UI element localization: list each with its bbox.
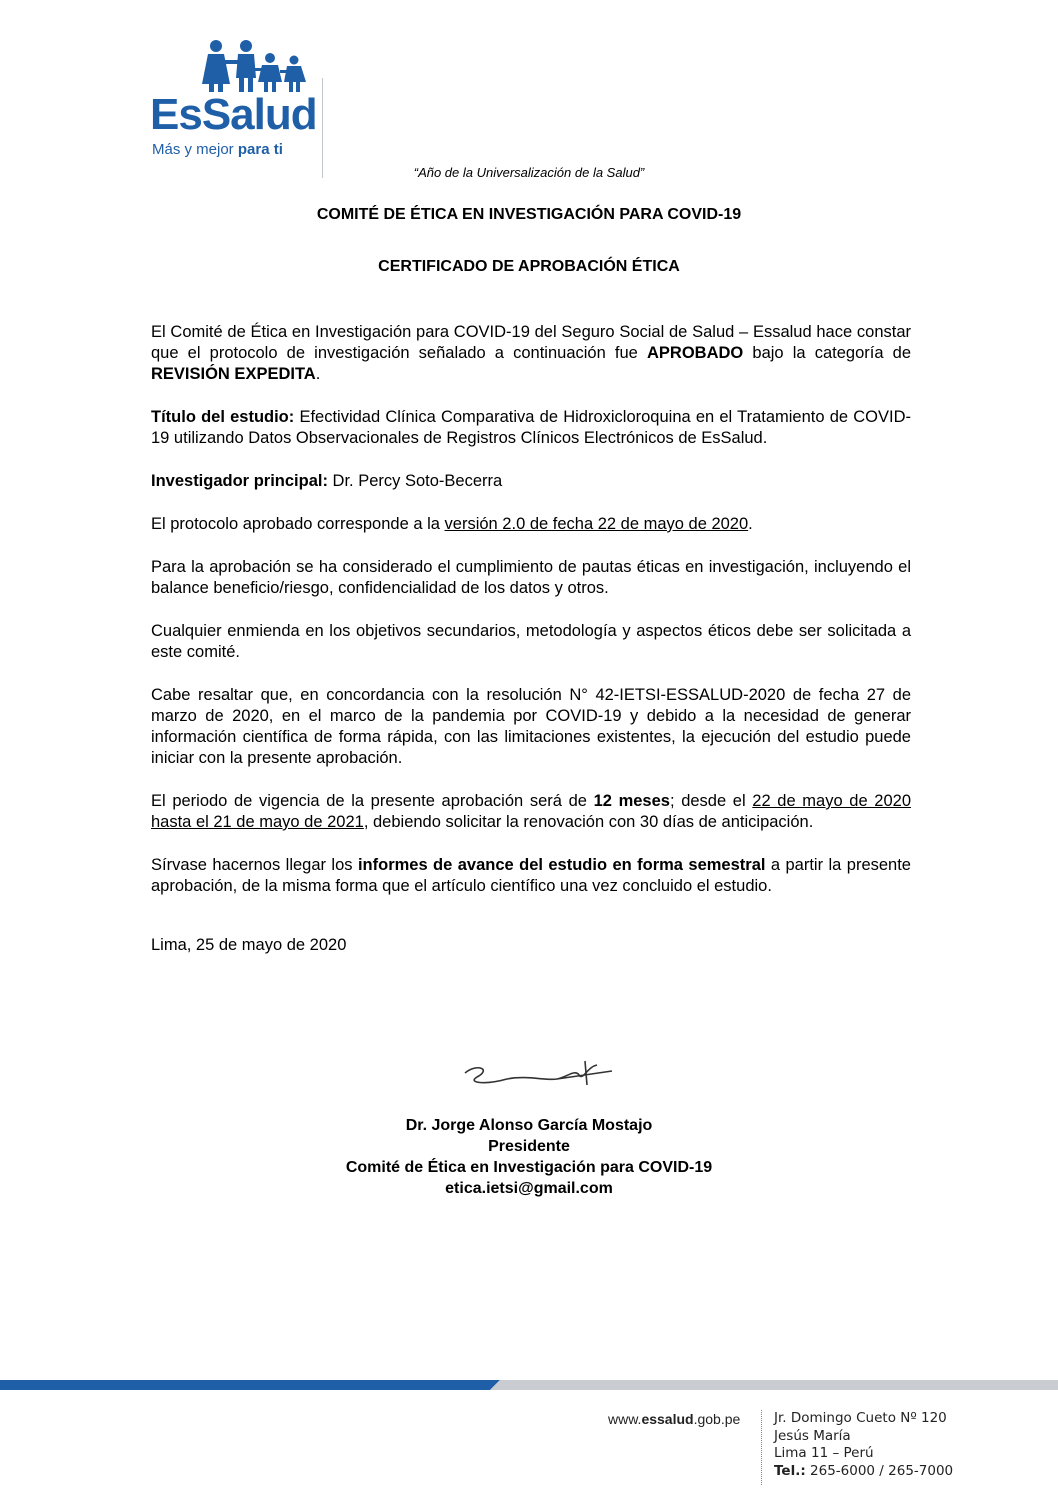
logo-tagline: Más y mejor para ti (152, 141, 283, 158)
signature-block (0, 1115, 1058, 1199)
signer-email: etica.ietsi@gmail.com (445, 1180, 613, 1197)
committee-heading: COMITÉ DE ÉTICA EN INVESTIGACIÓN PARA COVID-19 (316, 206, 742, 223)
principal-investigator-paragraph: Investigador principal: Dr. Percy Soto-Becerra (151, 472, 503, 490)
footer-band (0, 1380, 1058, 1390)
reports-paragraph: Sírvase hacernos llegar los informes de avance del estudio en forma semestral a partir la presente aprobación, de la misma forma que el artículo científico una vez concluido el estudio. (151, 856, 911, 895)
family-figures-icon (196, 38, 326, 94)
signer-organization: Comité de Ética en Investigación para COVID-19 (345, 1159, 713, 1176)
logo-wordmark: EsSalud (150, 90, 317, 139)
place-date: Lima, 25 de mayo de 2020 (151, 936, 347, 954)
ethics-paragraph: Para la aprobación se ha considerado el cumplimiento de pautas éticas en investigación, incluyendo el balance beneficio/riesgo, confidencialidad de los datos y otros. (151, 558, 911, 597)
signature-icon (437, 1055, 617, 1099)
footer-address: Jr. Domingo Cueto Nº 120 Jesús María Lima 11 – Perú Tel.: 265-6000 / 265-7000 (774, 1410, 954, 1479)
resolution-paragraph: Cabe resaltar que, en concordancia con la resolución N° 42-IETSI-ESSALUD-2020 de fecha 27 de marzo de 2020, en el marco de la pandemia por COVID-19 y debido a la necesidad de generar información científica de forma rápida, con las limitaciones existentes, la ejecución del estudio puede iniciar con la presente aprobación. (151, 686, 911, 767)
year-motto: “Año de la Universalización de la Salud” (413, 165, 645, 180)
signer-role: Presidente (488, 1138, 570, 1155)
certificate-heading: CERTIFICADO DE APROBACIÓN ÉTICA (378, 258, 680, 275)
footer-divider (761, 1410, 762, 1485)
validity-paragraph: El periodo de vigencia de la presente aprobación será de 12 meses; desde el 22 de mayo de 2020 hasta el 21 de mayo de 2021, debiendo solicitar la renovación con 30 días de anticipación. (151, 792, 911, 831)
logo-divider (322, 78, 323, 178)
amendment-paragraph: Cualquier enmienda en los objetivos secundarios, metodología y aspectos éticos debe ser solicitada a este comité. (151, 622, 911, 661)
approval-paragraph: El Comité de Ética en Investigación para COVID-19 del Seguro Social de Salud – Essalud hace constar que el protocolo de investigación señalado a continuación fue APROBADO bajo la categoría de REVISIÓN EXPEDITA. (151, 323, 911, 383)
document-body (151, 322, 911, 978)
footer-website: www.essalud.gob.pe (608, 1411, 741, 1427)
signer-name: Dr. Jorge Alonso García Mostajo (405, 1117, 653, 1134)
protocol-version-paragraph: El protocolo aprobado corresponde a la versión 2.0 de fecha 22 de mayo de 2020. (151, 515, 753, 533)
study-title-paragraph: Título del estudio: Efectividad Clínica Comparativa de Hidroxicloroquina en el Tratamiento de COVID-19 utilizando Datos Observacionales de Registros Clínicos Electrónicos de EsSalud. (151, 408, 911, 447)
essalud-logo (150, 38, 330, 158)
